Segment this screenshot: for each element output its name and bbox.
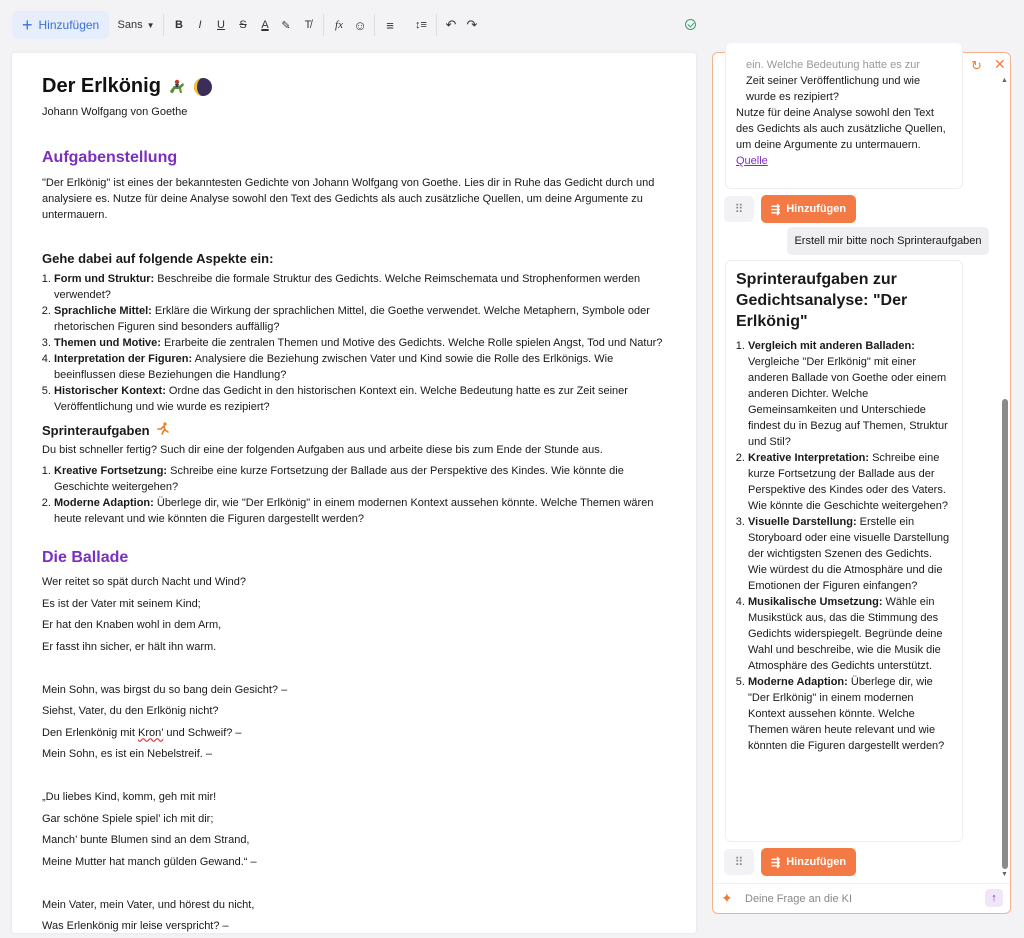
list-item: 3. Visuelle Darstellung: Erstelle ein Storyboard oder eine visuelle Darstellung der wichtigsten Szenen des Gedichts. Wie würdest du die Atmosphäre und die Emotionen der Figuren einfangen? bbox=[748, 514, 952, 594]
scroll-down-icon[interactable]: ▼ bbox=[1001, 871, 1008, 878]
list-item: 4. Musikalische Umsetzung: Wähle ein Musikstück aus, das die Stimmung des Gedichts widerspiegelt. Begründe deine Wahl und beschreibe, wie die Musik die Atmosphäre des Gedichts unterstützt. bbox=[748, 594, 952, 674]
previous-response-tail: Zeit seiner Veröffentlichung und wie bbox=[746, 75, 921, 87]
document-page[interactable] bbox=[12, 53, 696, 933]
poem bbox=[42, 572, 287, 938]
previous-response-card bbox=[725, 43, 963, 189]
refresh-icon[interactable]: ↻ bbox=[971, 58, 982, 73]
poem-line: Es ist der Vater mit seinem Kind; bbox=[42, 597, 201, 610]
previous-response-text: Nutze für deine Analyse sowohl den Text des Gedichts als auch zusätzliche Quellen, um deine Argumente zu untermauern. Quelle bbox=[736, 107, 946, 167]
aspects-heading: Gehe dabei auf folgende Aspekte ein: bbox=[42, 251, 274, 266]
runner-icon bbox=[156, 422, 170, 439]
sparkle-icon: ✦ bbox=[721, 890, 733, 906]
list-item: 2. Kreative Interpretation: Schreibe eine kurze Fortsetzung der Ballade aus der Perspektive des Kindes oder des Vaters. Wie könnte die Geschichte weitergehen? bbox=[748, 450, 952, 514]
ask-bar bbox=[713, 883, 1010, 913]
poem-line: Wer reitet so spät durch Nacht und Wind? bbox=[42, 576, 247, 588]
text-color-button[interactable]: A bbox=[261, 19, 269, 31]
bold-button[interactable]: B bbox=[175, 19, 183, 31]
italic-button[interactable]: I bbox=[198, 19, 202, 31]
add-button[interactable] bbox=[12, 11, 109, 39]
drag-handle-icon[interactable]: ⠿ bbox=[724, 849, 754, 875]
poem-line: Siehst, Vater, du den Erlkönig nicht? bbox=[42, 705, 219, 717]
insert-button-label: Hinzufügen bbox=[786, 203, 847, 215]
font-select-label: Sans bbox=[117, 19, 143, 31]
add-button-label: Hinzufügen bbox=[38, 18, 100, 32]
line-spacing-icon[interactable]: ↕≡ bbox=[415, 19, 427, 31]
emoji-icon[interactable]: ☺ bbox=[353, 17, 367, 33]
divider bbox=[436, 14, 437, 36]
insert-button[interactable] bbox=[761, 848, 856, 876]
insert-button-label: Hinzufügen bbox=[786, 856, 847, 868]
scrollbar-thumb[interactable] bbox=[1002, 399, 1008, 869]
task-heading: Aufgabenstellung bbox=[42, 149, 178, 166]
document-title-text: Der Erlkönig bbox=[42, 75, 161, 97]
list-item: 5. Historischer Kontext: Ordne das Gedicht in den historischen Kontext ein. Welche Bedeutung hatte es zur Zeit seiner Veröffentlichung und wie wurde es rezipiert? bbox=[54, 383, 672, 415]
strikethrough-button[interactable]: S bbox=[239, 19, 247, 31]
user-message: Erstell mir bitte noch Sprinteraufgaben bbox=[787, 227, 989, 255]
divider bbox=[374, 14, 375, 36]
send-icon[interactable]: ↑ bbox=[985, 889, 1003, 907]
close-icon[interactable]: ✕ bbox=[994, 56, 1006, 72]
poem-line: Er hat den Knaben wohl in dem Arm, bbox=[42, 619, 222, 631]
sprinter-intro: Du bist schneller fertig? Such dir eine der folgenden Aufgaben aus und arbeite diese bis zum Ende der Stunde aus. bbox=[42, 444, 603, 456]
poem-line: Er fasst ihn sicher, er hält ihn warm. bbox=[42, 640, 217, 653]
poem-line: Mein Vater, mein Vater, und hörest du nicht, bbox=[42, 898, 255, 911]
aspects-list bbox=[42, 271, 672, 415]
chevron-down-icon: ▼ bbox=[146, 20, 155, 30]
divider bbox=[323, 14, 324, 36]
list-item: 5. Moderne Adaption: Überlege dir, wie "Der Erlkönig" in einem modernen Kontext aussehen könnte. Welche Themen wären heute relevant und wie könnten die Figuren dargestellt werden? bbox=[748, 674, 952, 754]
poem-line: Was Erlenkönig mir leise verspricht? – bbox=[42, 920, 229, 932]
font-select[interactable] bbox=[119, 16, 153, 34]
underline-button[interactable]: U bbox=[217, 19, 225, 31]
list-item: 1. Vergleich mit anderen Balladen: Vergleiche "Der Erlkönig" mit einer anderen Ballade von Goethe oder einem anderen Dichter. Welche Gemeinsamkeiten und Unterschiede findest du in Bezug auf Themen, Struktur und Stil? bbox=[748, 338, 952, 450]
stanza-gap bbox=[42, 766, 287, 788]
response-title: Sprinteraufgaben zur Gedichtsanalyse: "Der Erlkönig" bbox=[736, 271, 908, 330]
sprinter-list bbox=[42, 463, 672, 527]
poem-line: Den Erlenkönig mit Kron’ und Schweif? – bbox=[42, 726, 242, 739]
list-item: 1. Form und Struktur: Beschreibe die formale Struktur des Gedichts. Welche Reimschemata und Strophenformen werden verwendet? bbox=[54, 271, 672, 303]
redo-icon[interactable]: ↷ bbox=[466, 17, 478, 32]
document-title bbox=[42, 75, 213, 98]
poem-line: Mein Sohn, was birgst du so bang dein Gesicht? – bbox=[42, 683, 288, 696]
insert-icon: ⇶ bbox=[771, 856, 781, 869]
spellcheck-word[interactable]: Kron’ bbox=[138, 726, 164, 739]
stanza-gap bbox=[42, 658, 287, 680]
align-icon[interactable]: ≡ bbox=[386, 17, 394, 33]
drag-handle-icon[interactable]: ⠿ bbox=[724, 196, 754, 222]
moon-icon bbox=[193, 77, 213, 97]
formula-icon[interactable]: fx bbox=[335, 19, 343, 31]
sprinter-heading: Sprinteraufgaben bbox=[42, 422, 170, 439]
rider-icon bbox=[167, 77, 187, 97]
plus-icon: + bbox=[22, 15, 33, 35]
saved-check-icon bbox=[685, 19, 696, 30]
list-item: 2. Moderne Adaption: Überlege dir, wie "Der Erlkönig" in einem modernen Kontext aussehen könnte. Welche Themen wären heute relevant und wie könnten die Figuren dargestellt werden? bbox=[54, 495, 672, 527]
response-list bbox=[726, 338, 962, 754]
task-text: "Der Erlkönig" ist eines der bekanntesten Gedichte von Johann Wolfgang von Goethe. Lies dir in Ruhe das Gedicht durch und analysiere es. Nutze für deine Analyse sowohl den Text des Gedichts als auch zusätzliche Quellen, um deine Argumente zu untermauern. bbox=[42, 177, 655, 221]
ai-response-card bbox=[725, 260, 963, 842]
list-item: 2. Sprachliche Mittel: Erkläre die Wirkung der sprachlichen Mittel, die Goethe verwendet. Welche Metaphern, Symbole oder rhetorischen Figuren sind besonders auffällig? bbox=[54, 303, 672, 335]
ask-input[interactable] bbox=[745, 893, 965, 905]
ai-assistant-panel bbox=[712, 52, 1011, 914]
list-item: 4. Interpretation der Figuren: Analysiere die Beziehung zwischen Vater und Kind sowie die Rolle des Erlkönigs. Wie beeinflussen diese Beziehungen die Handlung? bbox=[54, 351, 672, 383]
poem-line: Mein Sohn, es ist ein Nebelstreif. – bbox=[42, 748, 212, 760]
poem-line: Meine Mutter hat manch gülden Gewand.“ – bbox=[42, 855, 257, 868]
document-author: Johann Wolfgang von Goethe bbox=[42, 106, 188, 118]
undo-icon[interactable]: ↶ bbox=[445, 17, 457, 32]
poem-line: „Du liebes Kind, komm, geh mit mir! bbox=[42, 791, 217, 803]
clear-format-icon[interactable]: T̸ bbox=[304, 19, 312, 31]
list-item: 3. Themen und Motive: Erarbeite die zentralen Themen und Motive des Gedichts. Welche Rolle spielen Angst, Tod und Natur? bbox=[54, 335, 672, 351]
insert-button[interactable] bbox=[761, 195, 856, 223]
previous-response-tail: wurde es rezipiert? bbox=[746, 91, 839, 103]
poem-line: Gar schöne Spiele spiel’ ich mit dir; bbox=[42, 812, 214, 825]
stanza-gap bbox=[42, 873, 287, 895]
source-link[interactable]: Quelle bbox=[736, 155, 768, 167]
poem-line: Manch’ bunte Blumen sind an dem Strand, bbox=[42, 834, 250, 846]
previous-response-tail: ein. Welche Bedeutung hatte es zur bbox=[746, 59, 921, 71]
highlight-icon[interactable]: ✎ bbox=[281, 19, 291, 32]
ballad-heading: Die Ballade bbox=[42, 549, 129, 566]
list-item: 1. Kreative Fortsetzung: Schreibe eine kurze Fortsetzung der Ballade aus der Perspektive des Kindes. Wie könnte die Geschichte weitergehen? bbox=[54, 463, 672, 495]
divider bbox=[163, 14, 164, 36]
scroll-up-icon[interactable]: ▲ bbox=[1001, 77, 1008, 84]
insert-icon: ⇶ bbox=[771, 203, 781, 216]
